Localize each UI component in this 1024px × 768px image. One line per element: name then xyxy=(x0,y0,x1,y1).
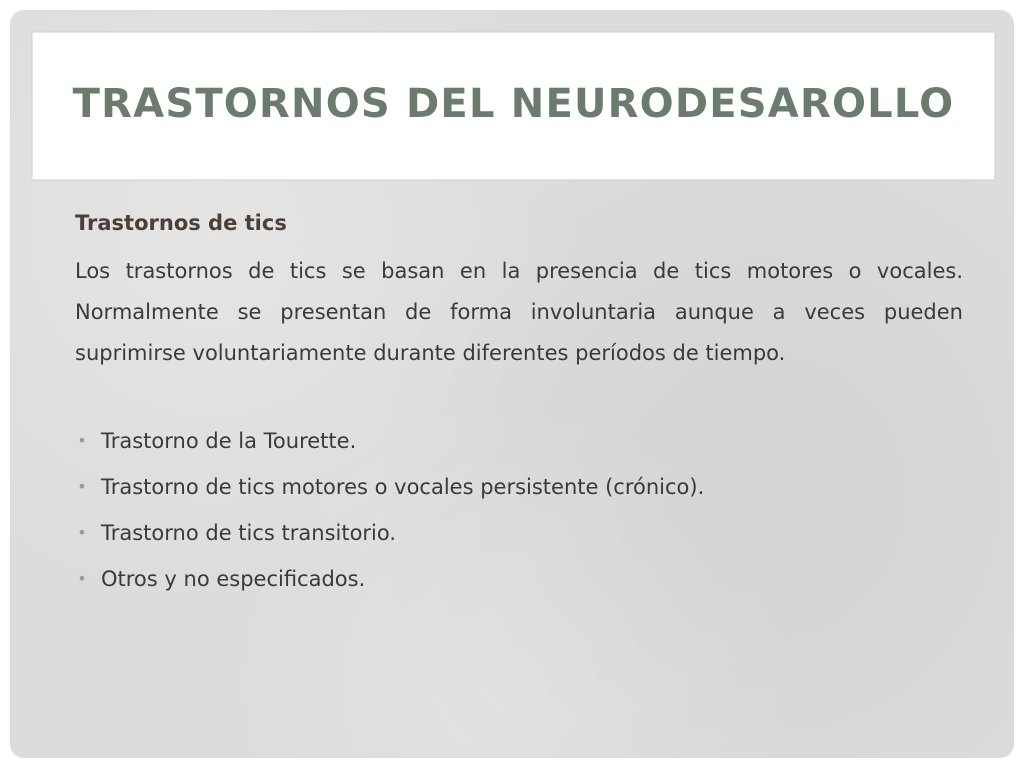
bullet-text: Trastorno de la Tourette. xyxy=(101,429,357,454)
title-box xyxy=(32,32,995,180)
bullet-text: Trastorno de tics motores o vocales persistente (crónico). xyxy=(101,475,705,500)
bullet-text: Trastorno de tics transitorio. xyxy=(101,521,397,546)
slide xyxy=(10,10,1014,758)
bullet-icon: • xyxy=(77,569,87,589)
bullet-icon: • xyxy=(77,431,87,451)
body-paragraph: Los trastornos de tics se basan en la presencia de tics motores o vocales. Normalmente se presentan de forma involuntaria aunque a veces pueden suprimirse voluntariamente durante diferentes períodos de tiempo. xyxy=(75,259,963,366)
bullet-list xyxy=(75,418,963,602)
section-subtitle: Trastornos de tics xyxy=(75,211,287,235)
bullet-item xyxy=(75,464,963,510)
bullet-text: Otros y no especificados. xyxy=(101,567,366,592)
bullet-icon: • xyxy=(77,477,87,497)
bullet-item xyxy=(75,556,963,602)
bullet-icon: • xyxy=(77,523,87,543)
bullet-item xyxy=(75,418,963,464)
bullet-item xyxy=(75,510,963,556)
slide-title: TRASTORNOS DEL NEURODESAROLLO xyxy=(72,81,955,127)
slide-content xyxy=(75,210,963,602)
